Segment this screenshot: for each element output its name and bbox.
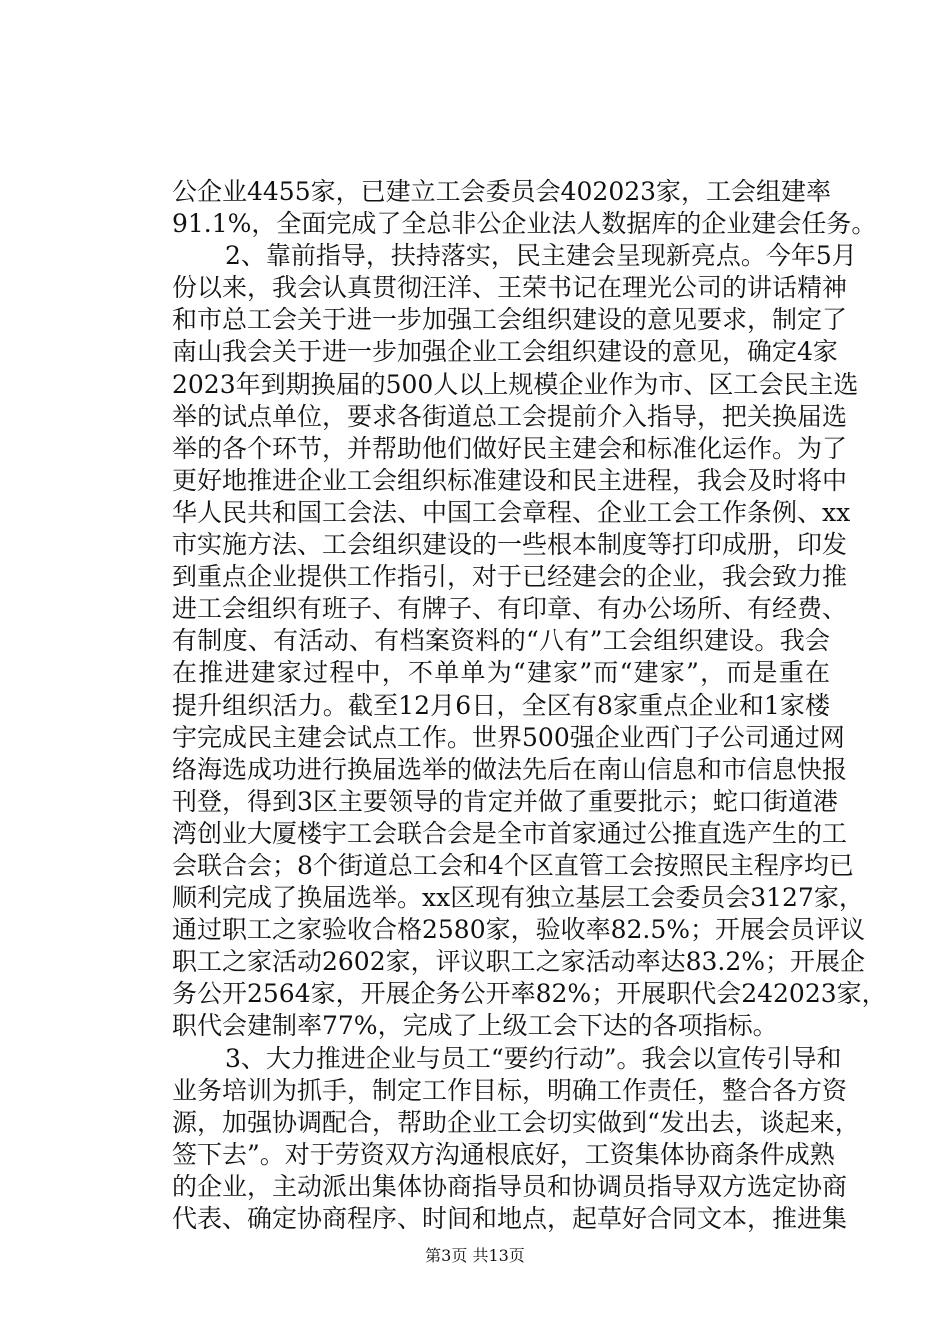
text-line: 的企业，主动派出集体协商指导员和协调员指导双方选定协商 — [172, 1171, 848, 1201]
text-line: 顺利完成了换届选举。xx区现有独立基层工会委员会3127家， — [172, 883, 864, 913]
text-line: 源，加强协调配合，帮助企业工会切实做到“发出去，谈起来， — [172, 1107, 860, 1137]
text-line: 和市总工会关于进一步加强工会组织建设的意见要求，制定了 — [172, 305, 848, 335]
paragraph-start-line: 2、靠前指导，扶持落实，民主建会呈现新亮点。今年5月 — [225, 241, 857, 271]
text-line: 代表、确定协商程序、时间和地点，起草好合同文本，推进集 — [172, 1204, 848, 1233]
text-line: 进工会组织有班子、有牌子、有印章、有办公场所、有经费、 — [172, 594, 848, 624]
text-line: 华人民共和国工会法、中国工会章程、企业工会工作条例、xx — [172, 497, 851, 527]
text-line: 到重点企业提供工作指引，对于已经建会的企业，我会致力推 — [172, 562, 848, 592]
text-line: 南山我会关于进一步加强企业工会组织建设的意见，确定4家 — [172, 337, 838, 367]
document-body — [172, 176, 887, 1235]
page-number-footer: 第3页 共13页 — [425, 1246, 525, 1265]
text-line: 份以来，我会认真贯彻汪洋、王荣书记在理光公司的讲话精神 — [172, 273, 848, 303]
text-line: 职代会建制率77%，完成了上级工会下达的各项指标。 — [172, 1011, 778, 1041]
text-line: 2023年到期换届的500人以上规模企业作为市、区工会民主选 — [172, 369, 859, 399]
paragraph-start-line: 3、大力推进企业与员工“要约行动”。我会以宣传引导和 — [225, 1043, 842, 1073]
text-line: 签下去”。对于劳资双方沟通根底好，工资集体协商条件成熟 — [172, 1139, 835, 1169]
text-line: 湾创业大厦楼宇工会联合会是全市首家通过公推直选产生的工 — [172, 818, 848, 848]
text-line: 会联合会；8个街道总工会和4个区直管工会按照民主程序均已 — [172, 850, 854, 880]
text-line: 91.1%，全面完成了全总非公企业法人数据库的企业建会任务。 — [172, 209, 877, 239]
text-line: 公企业4455家，已建立工会委员会402023家，工会组建率 — [172, 177, 832, 206]
text-line: 在推进建家过程中，不单单为“建家”而“建家”，而是重在 — [172, 658, 830, 688]
text-line: 职工之家活动2602家，评议职工之家活动率达83.2%；开展企 — [172, 947, 866, 977]
text-line: 刊登，得到3区主要领导的肯定并做了重要批示；蛇口街道港 — [172, 786, 838, 816]
text-line: 络海选成功进行换届选举的做法先后在南山信息和市信息快报 — [172, 754, 848, 784]
text-line: 业务培训为抓手，制定工作目标，明确工作责任，整合各方资 — [172, 1075, 848, 1105]
text-line: 举的各个环节，并帮助他们做好民主建会和标准化运作。为了 — [172, 433, 848, 463]
text-line: 有制度、有活动、有档案资料的“八有”工会组织建设。我会 — [172, 626, 830, 656]
text-line: 宇完成民主建会试点工作。世界500强企业西门子公司通过网 — [172, 722, 845, 752]
text-line: 提升组织活力。截至12月6日，全区有8家重点企业和1家楼 — [172, 690, 830, 720]
text-line: 市实施方法、工会组织建设的一些根本制度等打印成册，印发 — [172, 530, 848, 560]
text-line: 务公开2564家，开展企务公开率82%；开展职代会242023家， — [172, 979, 887, 1009]
text-line: 通过职工之家验收合格2580家，验收率82.5%；开展会员评议 — [172, 915, 866, 945]
text-line: 更好地推进企业工会组织标准建设和民主进程，我会及时将中 — [172, 465, 848, 495]
text-line: 举的试点单位，要求各街道总工会提前介入指导，把关换届选 — [172, 401, 848, 431]
